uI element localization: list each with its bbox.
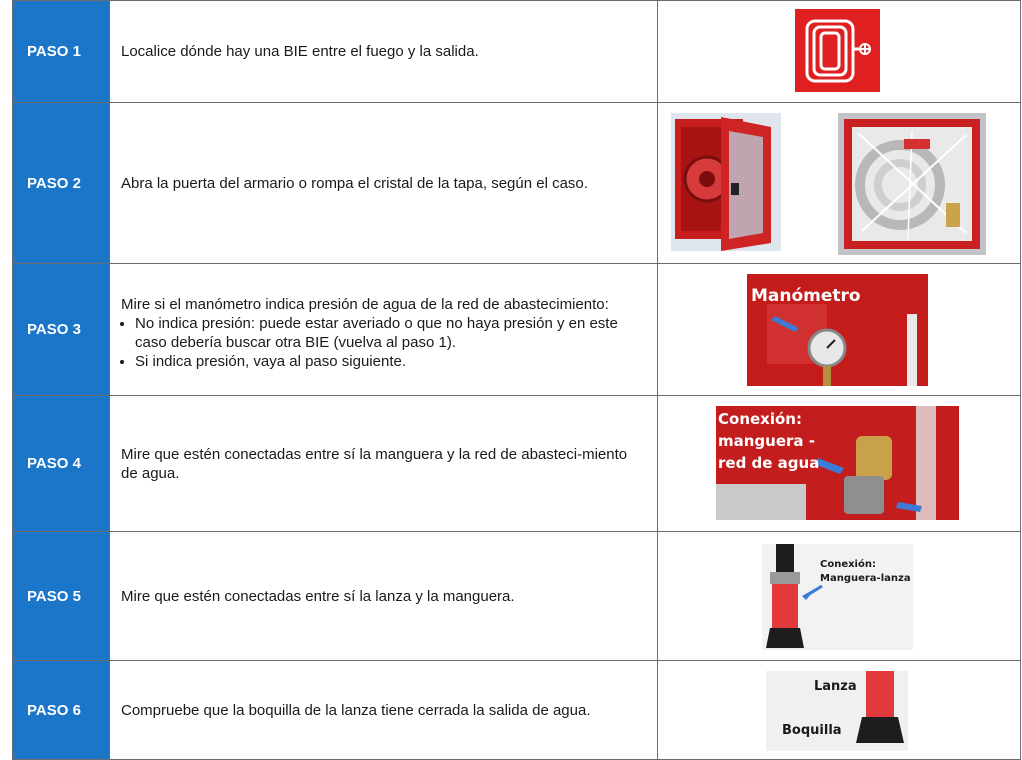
step-label: PASO 4 (13, 396, 110, 532)
step-text: Compruebe que la boquilla de la lanza tiene cerrada la salida de agua. (110, 661, 658, 760)
step-row-6 (13, 661, 1021, 760)
step-row-3 (13, 264, 1021, 396)
step-label: PASO 2 (13, 103, 110, 264)
connection-caption (718, 408, 819, 474)
step-text: Mire que estén conectadas entre sí la manguera y la red de abasteci-miento de agua. (110, 396, 658, 532)
step-row-1 (13, 1, 1021, 103)
connection-caption-line: red de agua (718, 454, 820, 472)
step-row-2 (13, 103, 1021, 264)
list-item: • Si indica presión, vaya al paso siguiente. (135, 352, 647, 371)
connection-caption-line: Conexión: (718, 410, 802, 428)
list-item: • No indica presión: puede estar averiado o que no haya presión y en este caso debería buscar otra BIE (vuelva al paso 1). (135, 314, 647, 352)
step-row-4 (13, 396, 1021, 532)
lanza-caption: Lanza (814, 679, 857, 694)
open-cabinet-photo (671, 113, 781, 251)
connection-caption-line: Conexión: (820, 559, 876, 570)
step-label: PASO 6 (13, 661, 110, 760)
connection-caption-line: Manguera-lanza (820, 573, 911, 584)
step-row-5 (13, 532, 1021, 661)
cabinet-glass-photo (838, 113, 986, 255)
nozzle-hose-photo (762, 544, 913, 650)
bie-steps-table (12, 0, 1021, 760)
step-label: PASO 5 (13, 532, 110, 661)
connection-caption (820, 558, 911, 586)
step-intro: Mire si el manómetro indica presión de agua de la red de abastecimiento: (121, 295, 609, 313)
manometer-photo (747, 274, 928, 386)
step-label: PASO 3 (13, 264, 110, 396)
boquilla-caption: Boquilla (782, 723, 842, 738)
manometer-caption: Manómetro (751, 286, 861, 306)
nozzle-tip-photo (766, 671, 908, 751)
hose-connection-photo (716, 406, 959, 520)
fire-hose-sign-icon (795, 9, 880, 92)
step-bullet-list (121, 314, 647, 371)
step-text: Mire que estén conectadas entre sí la lanza y la manguera. (110, 532, 658, 661)
step-label: PASO 1 (13, 1, 110, 103)
step-text: Abra la puerta del armario o rompa el cristal de la tapa, según el caso. (110, 103, 658, 264)
connection-caption-line: manguera - (718, 432, 815, 450)
step-text: Localice dónde hay una BIE entre el fuego y la salida. (110, 1, 658, 103)
step-text (110, 264, 658, 396)
